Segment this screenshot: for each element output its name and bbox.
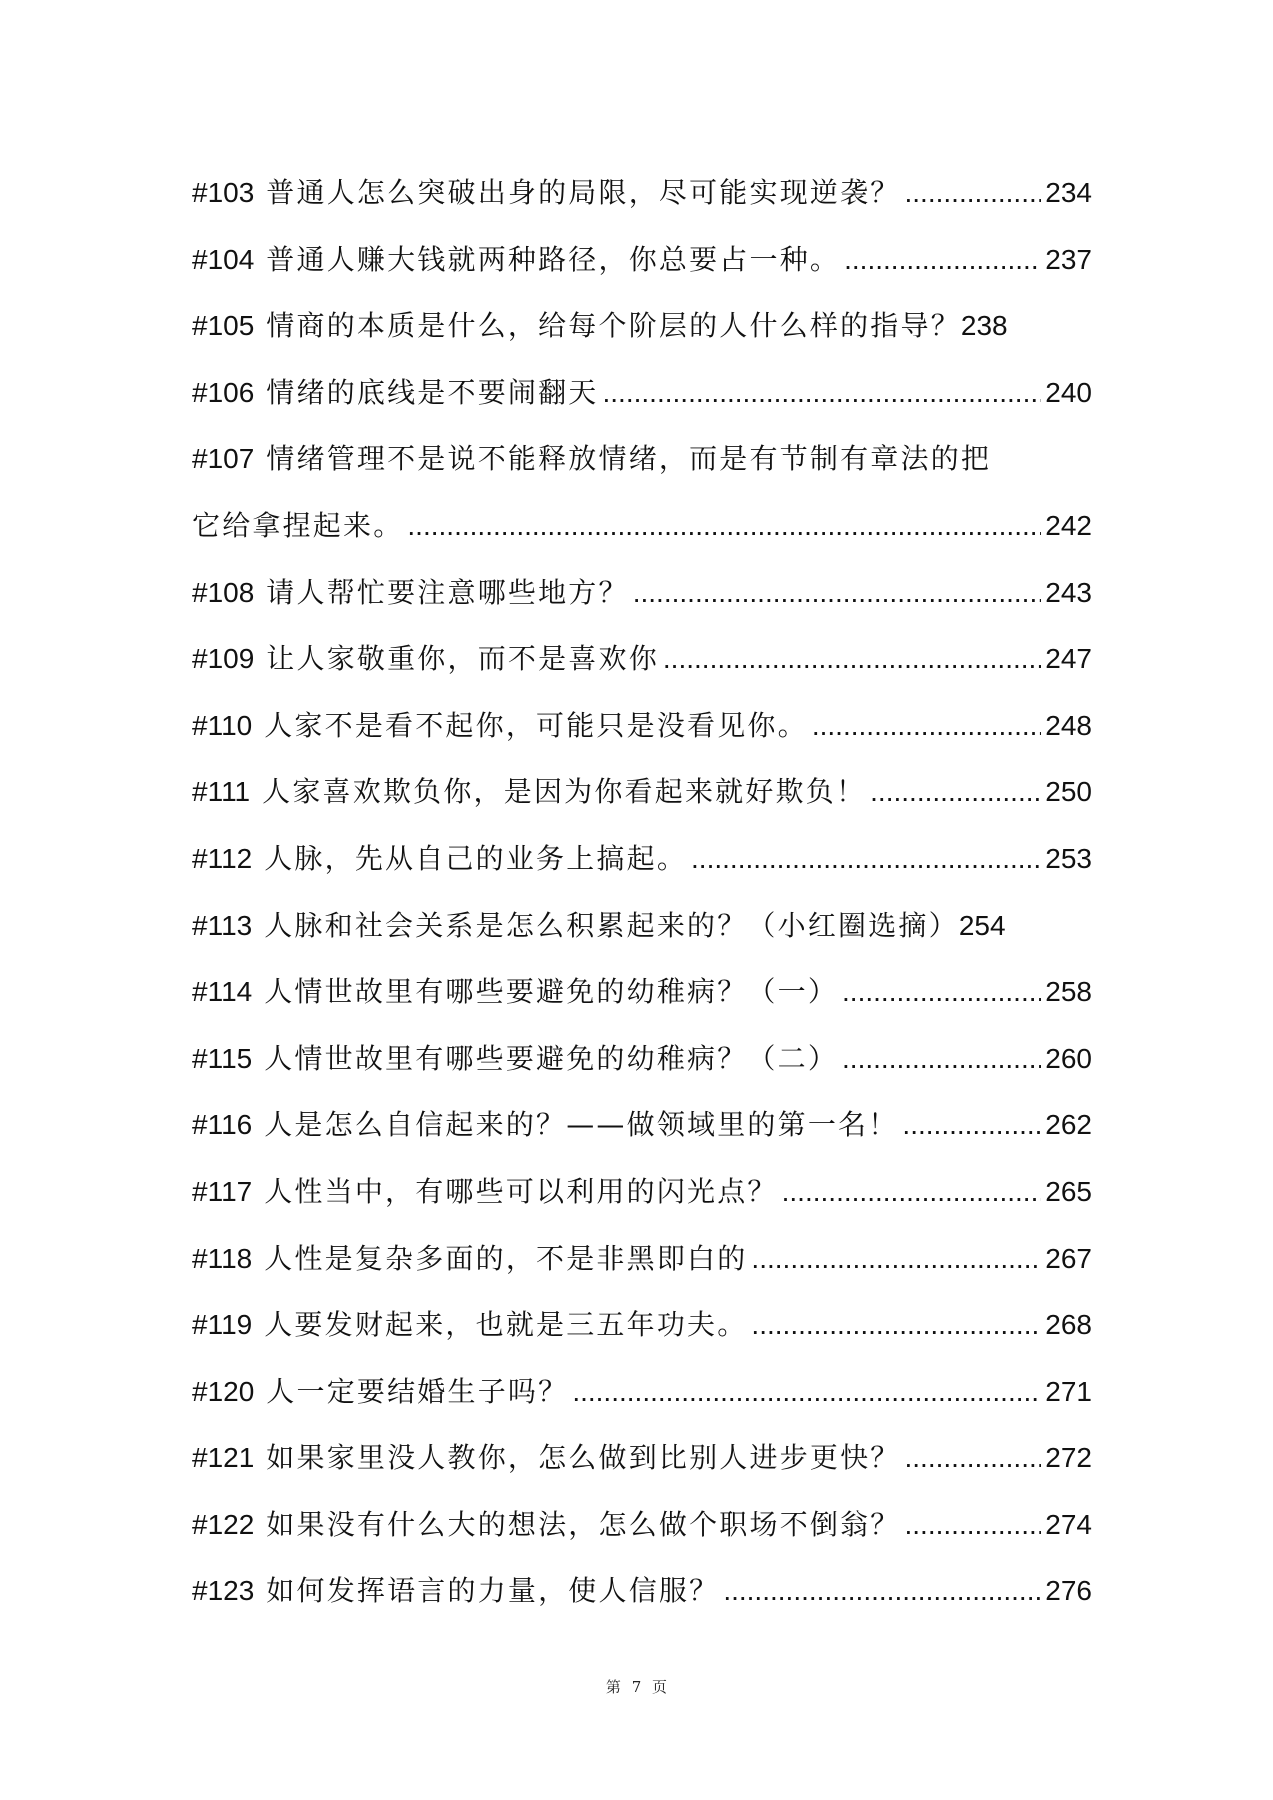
- toc-leader-dots: [905, 1425, 1042, 1492]
- toc-entry-title: 人家不是看不起你，可能只是没看见你。: [264, 708, 808, 742]
- toc-leader-dots: [572, 1359, 1041, 1426]
- toc-entry[interactable]: [192, 160, 1092, 227]
- toc-entry-title: 普通人赚大钱就两种路径，你总要占一种。: [266, 242, 841, 276]
- toc-entry-page: 260: [1045, 1042, 1092, 1074]
- toc-entry-title: 情绪管理不是说不能释放情绪，而是有节制有章法的把: [266, 442, 992, 476]
- table-of-contents: [192, 160, 1092, 1625]
- toc-entry-page: 258: [1045, 976, 1092, 1008]
- toc-entry-page: 247: [1045, 643, 1092, 675]
- toc-entry-continuation[interactable]: [192, 493, 1092, 560]
- toc-entry-number: #121: [192, 1442, 255, 1474]
- toc-entry-number: #104: [192, 243, 255, 275]
- toc-entry[interactable]: [192, 1558, 1092, 1625]
- footer-suffix: 页: [652, 1678, 668, 1696]
- toc-entry[interactable]: [192, 626, 1092, 693]
- toc-entry[interactable]: [192, 1226, 1092, 1293]
- toc-entry-title: 普通人怎么突破出身的局限，尽可能实现逆袭？: [266, 176, 901, 209]
- toc-entry[interactable]: [192, 1026, 1092, 1093]
- toc-entry-title: 情商的本质是什么，给每个阶层的人什么样的指导？: [266, 309, 961, 343]
- toc-entry-page: 274: [1045, 1508, 1092, 1540]
- toc-entry-title: 让人家敬重你，而不是喜欢你: [266, 642, 659, 676]
- toc-leader-dots: [842, 1026, 1041, 1093]
- toc-entry-page: 237: [1045, 243, 1092, 275]
- page-footer: [0, 1676, 1273, 1697]
- toc-entry-number: #123: [192, 1575, 255, 1607]
- toc-entry-page: 253: [1045, 842, 1092, 874]
- toc-entry-page: 250: [1045, 776, 1092, 808]
- toc-entry[interactable]: [192, 693, 1092, 760]
- toc-entry[interactable]: [192, 560, 1092, 627]
- toc-leader-dots: [751, 1292, 1041, 1359]
- toc-leader-dots: [633, 560, 1042, 627]
- toc-entry[interactable]: [192, 1292, 1092, 1359]
- toc-leader-dots: [902, 1092, 1041, 1159]
- toc-entry-page: 271: [1045, 1375, 1092, 1407]
- toc-entry-title: 如果没有什么大的想法，怎么做个职场不倒翁？: [266, 1507, 901, 1541]
- toc-entry[interactable]: [192, 360, 1092, 427]
- toc-entry-number: #118: [192, 1242, 253, 1274]
- toc-entry-title: 人要发财起来，也就是三五年功夫。: [264, 1308, 748, 1342]
- toc-leader-dots: [842, 959, 1041, 1026]
- toc-entry-number: #119: [192, 1309, 253, 1341]
- toc-entry-number: #122: [192, 1508, 255, 1540]
- toc-entry[interactable]: [192, 959, 1092, 1026]
- toc-entry-title: 请人帮忙要注意哪些地方？: [266, 575, 629, 609]
- toc-entry-number: #116: [192, 1109, 253, 1141]
- toc-entry-number: #113: [192, 909, 253, 941]
- toc-entry-title: 人是怎么自信起来的？——做领域里的第一名！: [264, 1108, 899, 1142]
- toc-entry-number: #114: [192, 976, 253, 1008]
- toc-entry-title: 人家喜欢欺负你，是因为你看起来就好欺负！: [262, 775, 867, 809]
- toc-entry-title: 人性是复杂多面的，不是非黑即白的: [264, 1241, 748, 1275]
- toc-entry[interactable]: [192, 1359, 1092, 1426]
- toc-leader-dots: [663, 626, 1041, 693]
- toc-entry[interactable]: [192, 893, 1092, 960]
- toc-entry-title: 情绪的底线是不要闹翻天: [266, 375, 599, 409]
- toc-entry[interactable]: [192, 227, 1092, 294]
- toc-entry-page: 276: [1045, 1575, 1092, 1607]
- toc-entry-title: 如何发挥语言的力量，使人信服？: [266, 1574, 720, 1608]
- footer-prefix: 第: [605, 1678, 621, 1696]
- toc-entry-title: 人情世故里有哪些要避免的幼稚病？（一）: [264, 975, 839, 1009]
- toc-entry-number: #112: [192, 842, 253, 874]
- toc-leader-dots: [691, 826, 1041, 893]
- toc-entry-title: 人脉和社会关系是怎么积累起来的？（小红圈选摘）: [264, 908, 959, 942]
- toc-entry[interactable]: [192, 826, 1092, 893]
- toc-entry-page: 248: [1045, 709, 1092, 741]
- toc-leader-dots: [905, 160, 1042, 227]
- toc-entry-page: 234: [1045, 177, 1092, 208]
- toc-entry[interactable]: [192, 293, 1092, 360]
- toc-leader-dots: [844, 227, 1041, 294]
- toc-entry-number: #106: [192, 376, 255, 408]
- toc-entry-number: #120: [192, 1375, 255, 1407]
- toc-entry-page: 262: [1045, 1109, 1092, 1141]
- toc-entry[interactable]: [192, 759, 1092, 826]
- toc-entry-number: #117: [192, 1175, 253, 1207]
- toc-entry-page: 240: [1045, 376, 1092, 408]
- toc-entry-number: #109: [192, 643, 255, 675]
- toc-entry-title: 人一定要结婚生子吗？: [266, 1374, 569, 1408]
- toc-leader-dots: [723, 1558, 1041, 1625]
- footer-page-number: 7: [631, 1678, 642, 1696]
- toc-entry[interactable]: [192, 1092, 1092, 1159]
- toc-leader-dots: [407, 493, 1041, 560]
- toc-entry-title: 如果家里没人教你，怎么做到比别人进步更快？: [266, 1441, 901, 1475]
- toc-leader-dots: [603, 360, 1042, 427]
- toc-leader-dots: [870, 759, 1041, 826]
- toc-entry-page: 243: [1045, 576, 1092, 608]
- toc-entry-page: 272: [1045, 1442, 1092, 1474]
- toc-entry-title: 人情世故里有哪些要避免的幼稚病？（二）: [264, 1041, 839, 1075]
- toc-entry[interactable]: [192, 1159, 1092, 1226]
- toc-entry-page: 267: [1045, 1242, 1092, 1274]
- toc-entry-page: 268: [1045, 1309, 1092, 1341]
- toc-entry[interactable]: [192, 1425, 1092, 1492]
- toc-entry-number: #111: [192, 776, 251, 808]
- toc-entry-number: #110: [192, 709, 253, 741]
- toc-leader-dots: [751, 1226, 1041, 1293]
- toc-entry-title: 它给拿捏起来。: [192, 508, 404, 542]
- toc-entry-title: 人脉，先从自己的业务上搞起。: [264, 841, 688, 875]
- toc-entry-number: #105: [192, 310, 255, 342]
- toc-leader-dots: [812, 693, 1041, 760]
- toc-entry-page: 238: [960, 310, 1008, 342]
- toc-entry-number: #103: [192, 177, 255, 208]
- toc-leader-dots: [782, 1159, 1042, 1226]
- toc-entry[interactable]: [192, 1492, 1092, 1559]
- toc-entry[interactable]: [192, 426, 1092, 493]
- toc-leader-dots: [905, 1492, 1042, 1559]
- toc-entry-title: 人性当中，有哪些可以利用的闪光点？: [264, 1174, 778, 1208]
- toc-entry-page: 242: [1045, 509, 1092, 541]
- toc-entry-number: #115: [192, 1042, 253, 1074]
- toc-entry-number: #108: [192, 576, 255, 608]
- toc-entry-page: 265: [1045, 1175, 1092, 1207]
- toc-entry-number: #107: [192, 443, 255, 475]
- toc-entry-page: 254: [958, 909, 1006, 941]
